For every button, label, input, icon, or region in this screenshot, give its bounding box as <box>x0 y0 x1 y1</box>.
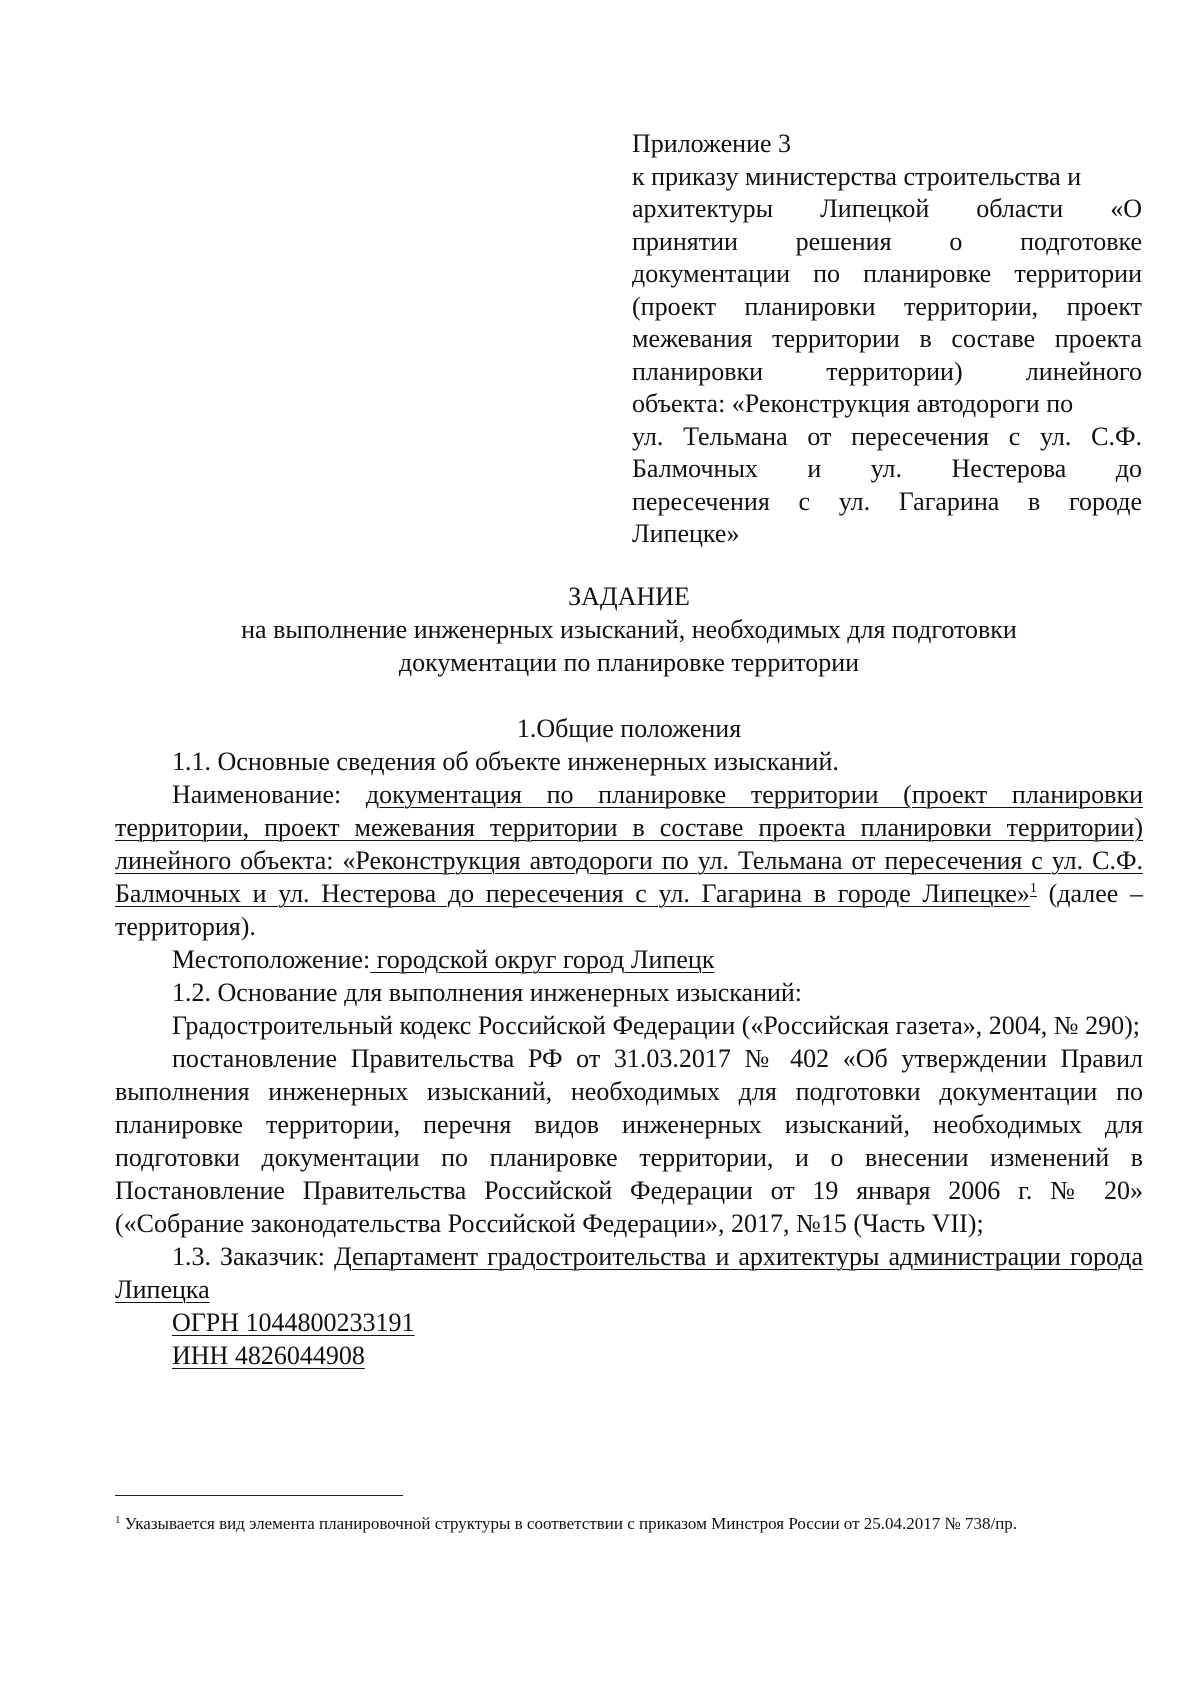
footnote-separator <box>115 1495 403 1496</box>
appendix-line: Липецке» <box>632 519 740 548</box>
appendix-header <box>632 128 1142 551</box>
appendix-line: Балмочных и ул. Нестерова до <box>632 454 1142 483</box>
appendix-line: документации по планировке территории <box>632 259 1142 288</box>
customer-value: Департамент градостроительства и архитектуры администрации города Липецка <box>115 1242 1143 1304</box>
appendix-line: планировки территории) линейного <box>632 356 1142 386</box>
document-title <box>115 580 1143 679</box>
customer-paragraph <box>115 1240 1143 1306</box>
location-label: Местоположение: <box>172 945 371 974</box>
section-1-body <box>115 745 1143 1372</box>
footnote-mark: 1 <box>115 1514 121 1526</box>
appendix-line: ул. Тельмана от пересечения с ул. С.Ф. <box>632 421 1142 451</box>
location-paragraph <box>115 943 1143 976</box>
basis-paragraph: Градостроительный кодекс Российской Федерации («Российская газета», 2004, № 290); <box>172 1011 1140 1040</box>
title-subtitle-line: документации по планировке территории <box>398 648 860 677</box>
footnote-reference[interactable]: 1 <box>1029 881 1037 896</box>
ogrn-line <box>115 1306 1143 1339</box>
item-1-1: 1.1. Основные сведения об объекте инженерных изысканий. <box>172 747 839 776</box>
ogrn-value: ОГРН 1044800233191 <box>172 1308 415 1337</box>
appendix-line: межевания территории в составе проекта <box>632 324 1142 353</box>
appendix-line: к приказу министерства строительства и <box>632 161 1082 191</box>
location-value: городской округ город Липецк <box>370 945 715 974</box>
appendix-line: пересечения с ул. Гагарина в городе <box>632 486 1142 516</box>
customer-label: 1.3. Заказчик: <box>172 1242 334 1271</box>
footnote-text: Указывается вид элемента планировочной структуры в соответствии с приказом Минстроя России от 25.04.2017 № 738/пр. <box>120 1514 1018 1533</box>
basis-paragraph: постановление Правительства РФ от 31.03.2017 № 402 «Об утверждении Правил выполнения инженерных изысканий, необходимых для подготовки документации по планировке территории, перечня видов инженерных изысканий, необходимых для подготовки документации по планировке территории, и о внесении изменений в Постановление Правительства Российской Федерации от 19 января 2006 г. № 20» («Собрание законодательства Российской Федерации», 2017, №15 (Часть VII); <box>115 1044 1143 1238</box>
object-name-value: документация по планировке территории (проект планировки территории, проект межевания территории в составе проекта планировки территории) линейного объекта: «Реконструкция автодороги по ул. Тельмана от пересечения с ул. С.Ф. Балмочных и ул. Нестерова до пересечения с ул. Гагарина в городе Липецке» <box>115 780 1143 908</box>
object-name-paragraph <box>115 778 1143 943</box>
title-subtitle-line: на выполнение инженерных изысканий, необходимых для подготовки <box>241 615 1017 644</box>
section-heading <box>115 712 1143 745</box>
appendix-line: Приложение 3 <box>632 129 792 158</box>
appendix-line: объекта: «Реконструкция автодороги по <box>632 389 1074 418</box>
inn-line <box>115 1339 1143 1372</box>
appendix-line: архитектуры Липецкой области «О <box>632 194 1142 223</box>
object-name-suffix: (далее – территория). <box>115 879 1143 941</box>
appendix-line: (проект планировки территории, проект <box>632 291 1142 321</box>
object-name-label: Наименование: <box>172 780 366 809</box>
footnote <box>115 1512 1143 1536</box>
title-heading: ЗАДАНИЕ <box>568 582 690 611</box>
inn-value: ИНН 4826044908 <box>172 1341 365 1370</box>
appendix-line: принятии решения о подготовке <box>632 226 1142 256</box>
item-1-2: 1.2. Основание для выполнения инженерных изысканий: <box>172 978 803 1007</box>
section-1-heading: 1.Общие положения <box>516 714 742 743</box>
